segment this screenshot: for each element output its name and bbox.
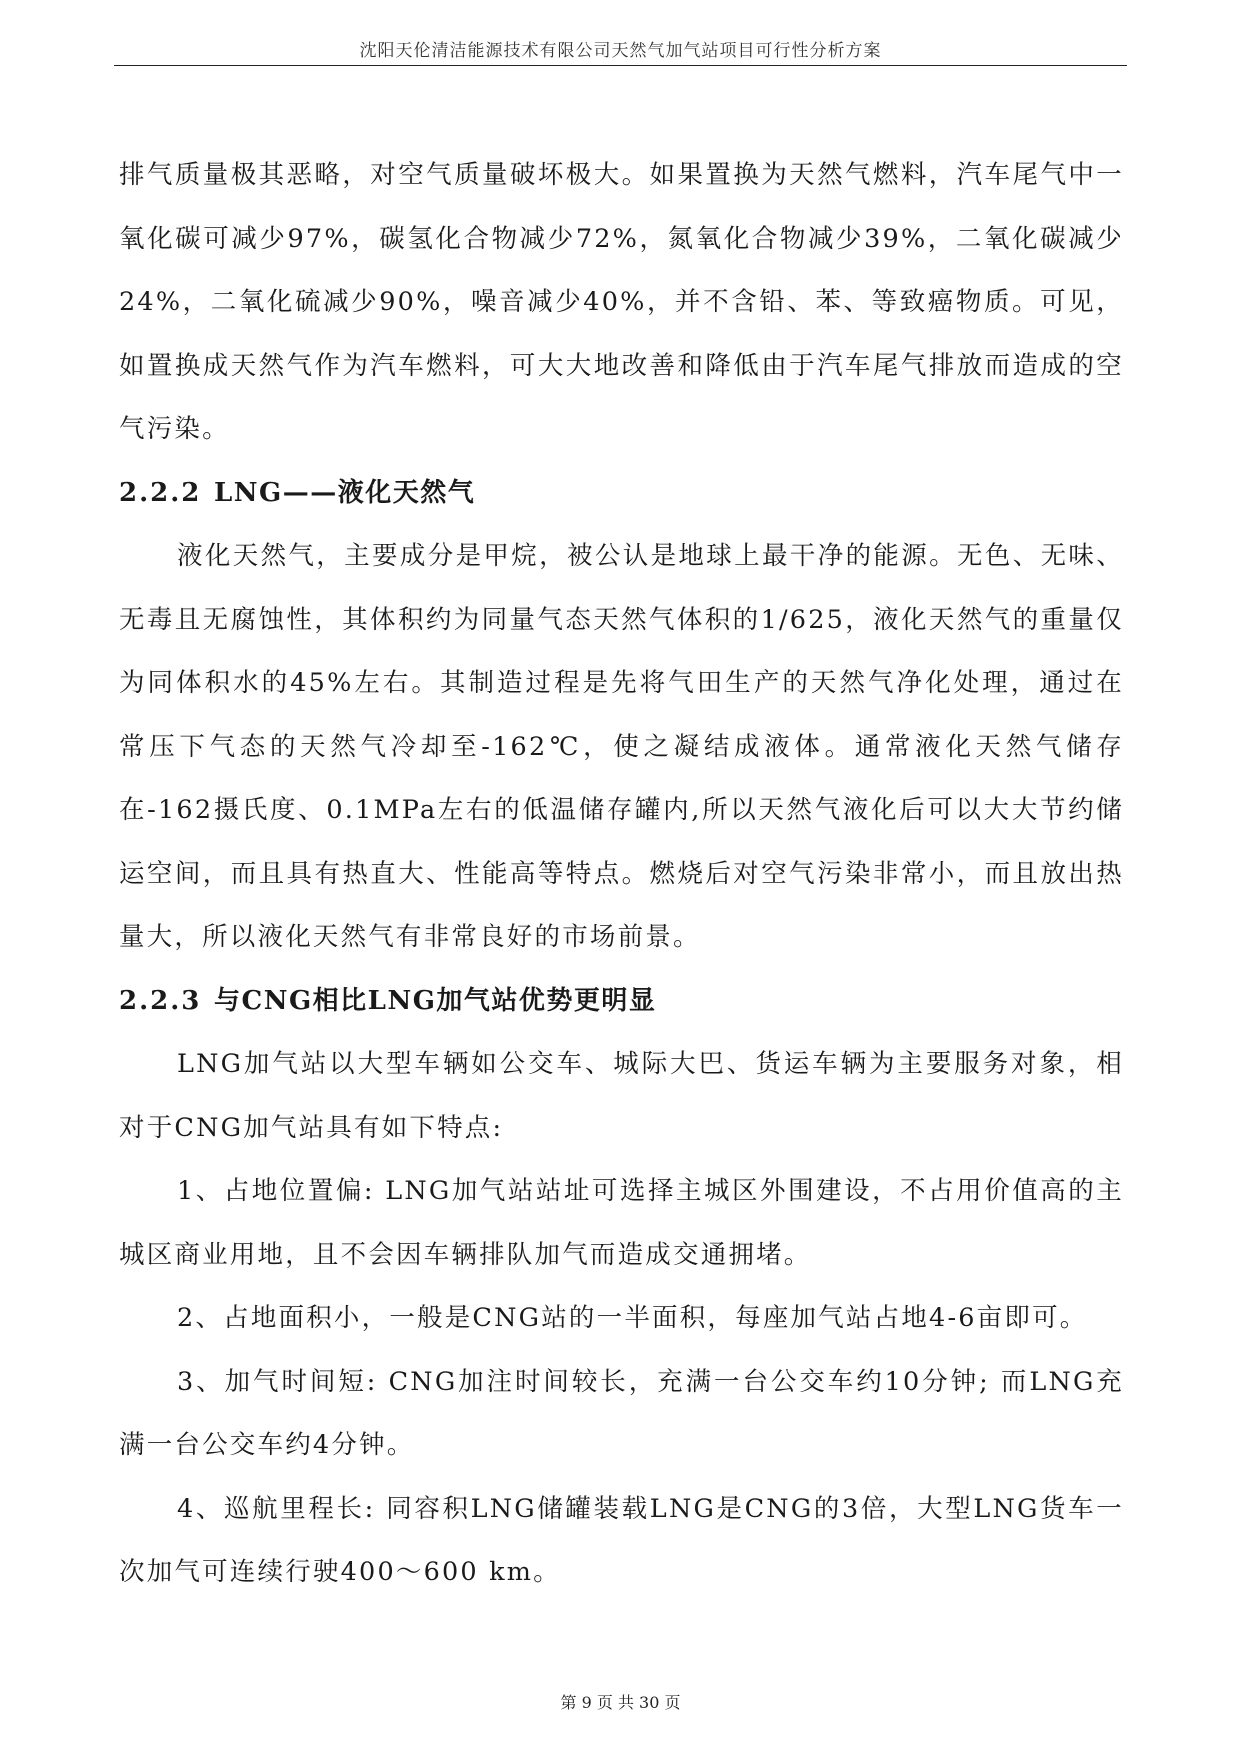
section-number: 2.2.3 <box>119 985 202 1016</box>
list-item-range: 4、巡航里程长: 同容积LNG储罐装载LNG是CNG的3倍，大型LNG货车一次加气可连续行驶400～600 km。 <box>119 1493 1124 1587</box>
section-title: 与CNG相比LNG加气站优势更明显 <box>214 985 657 1016</box>
header-divider <box>114 65 1127 66</box>
page-footer-number: 第 9 页 共 30 页 <box>560 1693 681 1712</box>
section-title: LNG——液化天然气 <box>214 477 476 508</box>
section-heading-2-2-3 <box>119 970 1124 1034</box>
section-number: 2.2.2 <box>119 477 202 508</box>
paragraph-lng-intro: 液化天然气，主要成分是甲烷，被公认是地球上最干净的能源。无色、无味、无毒且无腐蚀性，其体积约为同量气态天然气体积的1/625，液化天然气的重量仅为同体积水的45%左右。其制造过程是先将气田生产的天然气净化处理，通过在常压下气态的天然气冷却至-162℃，使之凝结成液体。通常液化天然气储存在-162摄氏度、0.1MPa左右的低温储存罐内,所以天然气液化后可以大大节约储运空间，而且具有热直大、性能高等特点。燃烧后对空气污染非常小，而且放出热量大，所以液化天然气有非常良好的市场前景。 <box>119 541 1124 952</box>
document-body <box>119 144 1124 1605</box>
page-header-title: 沈阳天伦清洁能源技术有限公司天然气加气站项目可行性分析方案 <box>359 41 882 61</box>
list-item-area: 2、占地面积小，一般是CNG站的一半面积，每座加气站占地4-6亩即可。 <box>177 1303 1088 1333</box>
section-heading-2-2-2 <box>119 462 1124 526</box>
list-item-fill-time: 3、加气时间短: CNG加注时间较长，充满一台公交车约10分钟; 而LNG充满一台公交车约4分钟。 <box>119 1366 1124 1460</box>
paragraph-lng-station: LNG加气站以大型车辆如公交车、城际大巴、货运车辆为主要服务对象，相对于CNG加气站具有如下特点: <box>119 1049 1124 1143</box>
list-item-location: 1、占地位置偏: LNG加气站站址可选择主城区外围建设，不占用价值高的主城区商业用地，且不会因车辆排队加气而造成交通拥堵。 <box>119 1176 1124 1270</box>
paragraph-emissions: 排气质量极其恶略，对空气质量破坏极大。如果置换为天然气燃料，汽车尾气中一氧化碳可减少97%，碳氢化合物减少72%，氮氧化合物减少39%，二氧化碳减少24%，二氧化硫减少90%，噪音减少40%，并不含铅、苯、等致癌物质。可见，如置换成天然气作为汽车燃料，可大大地改善和降低由于汽车尾气排放而造成的空气污染。 <box>119 160 1124 444</box>
